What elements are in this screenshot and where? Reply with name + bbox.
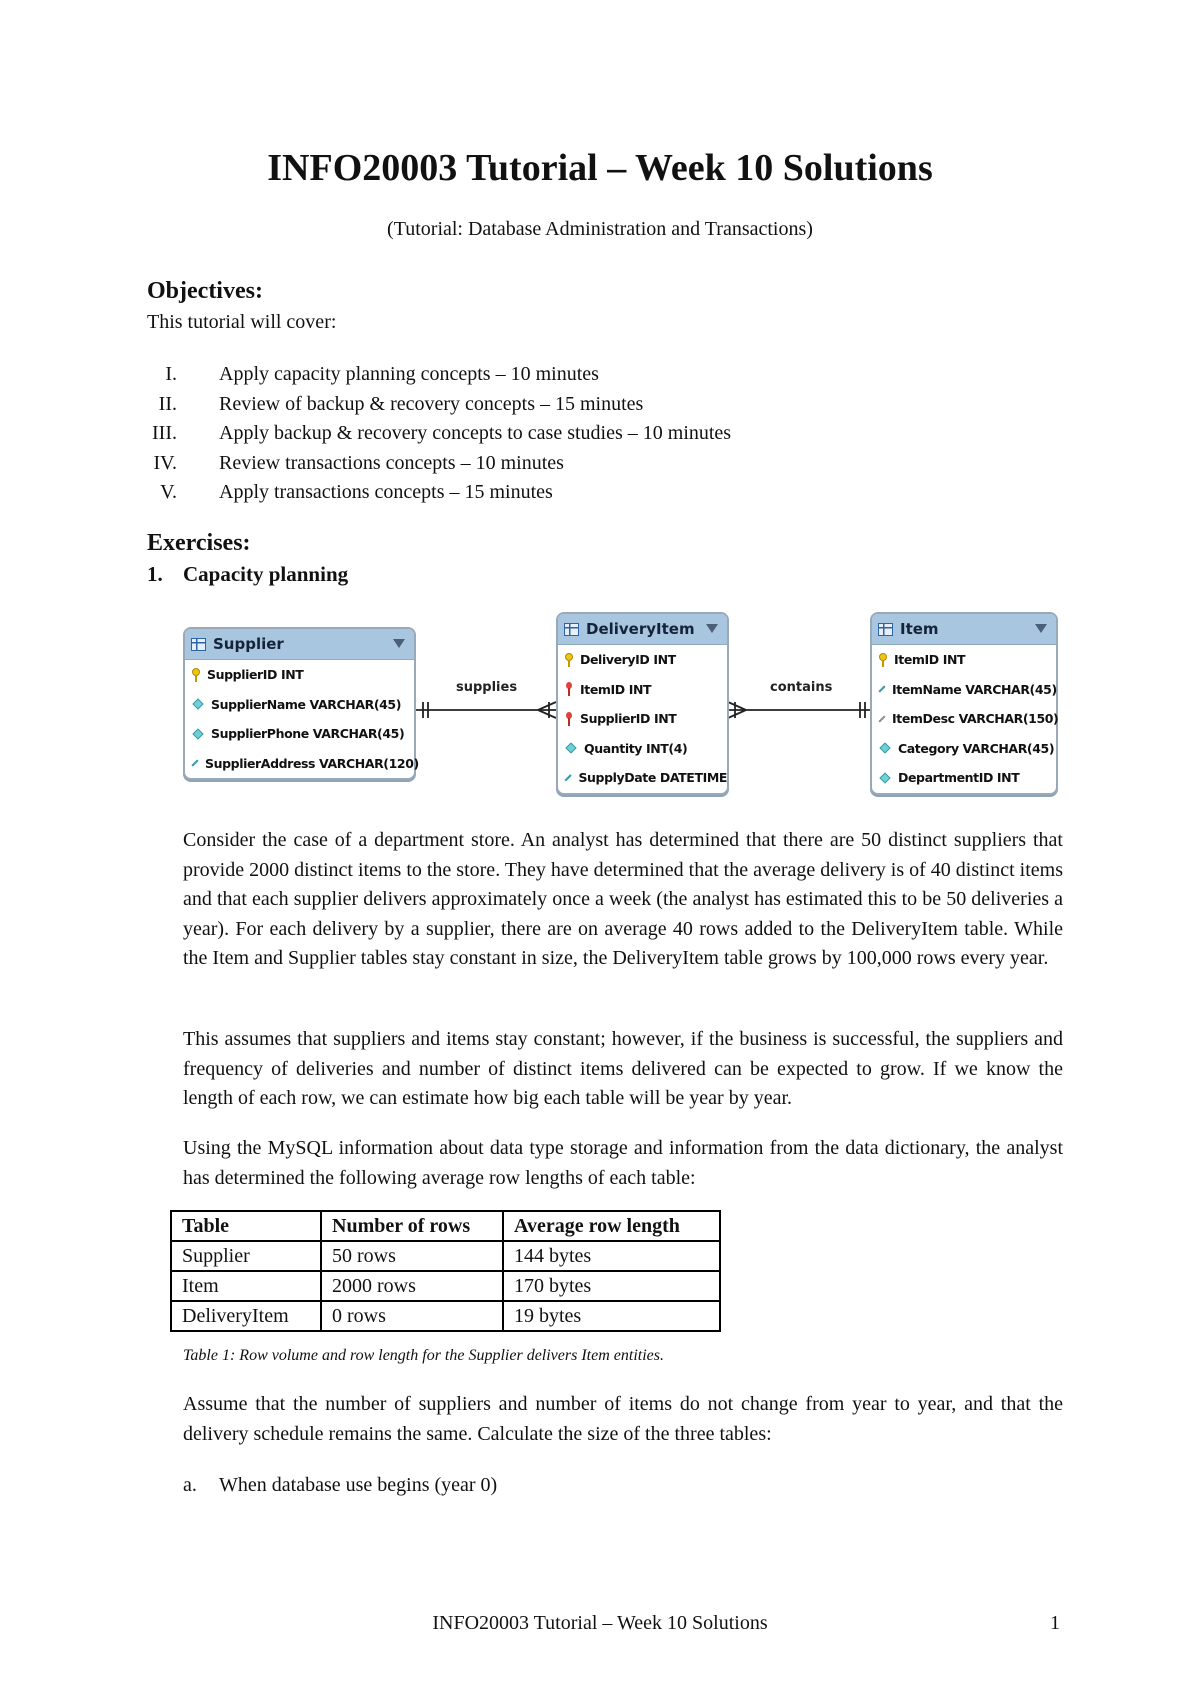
contains-crowfoot bbox=[728, 710, 746, 718]
field-label: DepartmentID INT bbox=[898, 770, 1020, 786]
attribute-icon bbox=[879, 772, 890, 783]
field-label: SupplierPhone VARCHAR(45) bbox=[211, 726, 405, 742]
list-item-text: Apply transactions concepts – 15 minutes bbox=[219, 481, 553, 503]
table-cell: Supplier bbox=[171, 1241, 321, 1271]
list-item-number: IV. bbox=[153, 451, 177, 474]
attribute-icon bbox=[878, 686, 885, 693]
table-header-row bbox=[171, 1211, 720, 1241]
field-label: ItemID INT bbox=[894, 652, 966, 668]
field-label: SupplierID INT bbox=[207, 667, 304, 683]
dropdown-arrow-icon bbox=[706, 624, 718, 633]
entity-name: Supplier bbox=[213, 635, 284, 653]
list-item-number: III. bbox=[152, 422, 177, 444]
dropdown-arrow-icon bbox=[393, 639, 405, 648]
list-item-text: Apply capacity planning concepts – 10 minutes bbox=[219, 363, 599, 385]
relationship-label-supplies: supplies bbox=[456, 680, 518, 695]
supplies-crowfoot bbox=[538, 702, 556, 710]
dropdown-arrow-icon bbox=[1035, 624, 1047, 633]
entity-deliveryitem bbox=[556, 612, 729, 795]
paragraph-assumption: This assumes that suppliers and items stay constant; however, if the business is successful, the suppliers and frequency of deliveries and number of distinct items delivered can be expected to grow. If we know the length of each row, we can estimate how big each table will be year by year. bbox=[183, 1028, 1063, 1109]
table-cell: 19 bytes bbox=[503, 1301, 720, 1331]
list-item-text: Apply backup & recovery concepts to case studies – 10 minutes bbox=[219, 422, 732, 444]
entity-supplier bbox=[183, 627, 419, 780]
entity-field bbox=[558, 645, 727, 675]
entity-field bbox=[872, 704, 1059, 734]
sub-question-a bbox=[183, 1474, 497, 1497]
paragraph-row-lengths: Using the MySQL information about data type storage and information from the data dictionary, the analyst has determined the following average row lengths of each table: bbox=[183, 1137, 1063, 1189]
field-label: ItemName VARCHAR(45) bbox=[892, 681, 1057, 697]
field-label: Category VARCHAR(45) bbox=[898, 740, 1055, 756]
entity-header bbox=[558, 614, 727, 645]
field-label: ItemID INT bbox=[580, 681, 652, 697]
entity-field bbox=[558, 734, 727, 764]
paragraph-scenario: Consider the case of a department store. An analyst has determined that there are 50 distinct suppliers that provide 2000 distinct items to the store. They have determined that the average delivery is of 40 distinct items and that each supplier delivers approximately once a week (the analyst has estimated this to be 50 deliveries a year). For each delivery by a supplier, there are on average 40 rows added to the DeliveryItem table. While the Item and Supplier tables stay constant in size, the DeliveryItem table grows by 100,000 rows every year. bbox=[183, 829, 1063, 969]
foreign-key-icon bbox=[565, 712, 573, 726]
attribute-icon bbox=[565, 774, 572, 781]
entity-item bbox=[870, 612, 1058, 795]
foreign-key-icon bbox=[565, 682, 573, 696]
field-label: SupplierID INT bbox=[580, 711, 677, 727]
primary-key-icon bbox=[565, 653, 573, 667]
table-icon bbox=[878, 623, 893, 636]
table-header-cell: Number of rows bbox=[321, 1211, 503, 1241]
sub-question-number: a. bbox=[183, 1474, 197, 1496]
attribute-icon bbox=[192, 728, 203, 739]
field-label: SupplyDate DATETIME bbox=[578, 770, 727, 786]
table-icon bbox=[191, 638, 206, 651]
table-row bbox=[171, 1301, 720, 1331]
paragraph-calculate: Assume that the number of suppliers and number of items do not change from year to year, and that the delivery schedule remains the same. Calculate the size of the three tables: bbox=[183, 1393, 1063, 1445]
entity-field bbox=[185, 719, 414, 749]
table-cell: Item bbox=[171, 1271, 321, 1301]
list-item-text: Review of backup & recovery concepts – 15 minutes bbox=[219, 392, 644, 415]
table-header-cell: Table bbox=[171, 1211, 321, 1241]
relationship-label-contains: contains bbox=[770, 680, 833, 695]
list-item-number: V. bbox=[160, 481, 177, 503]
page-footer: INFO20003 Tutorial – Week 10 Solutions bbox=[432, 1612, 768, 1634]
table-caption: Table 1: Row volume and row length for the Supplier delivers Item entities. bbox=[183, 1347, 664, 1364]
field-label: SupplierName VARCHAR(45) bbox=[211, 696, 402, 712]
list-item-number: II. bbox=[158, 392, 177, 415]
table-row bbox=[171, 1271, 720, 1301]
entity-field bbox=[872, 763, 1056, 793]
objectives-intro: This tutorial will cover: bbox=[147, 311, 337, 333]
attribute-icon bbox=[879, 743, 890, 754]
exercises-heading: Exercises: bbox=[147, 530, 251, 556]
field-label: SupplierAddress VARCHAR(120) bbox=[205, 755, 419, 771]
table-header-cell: Average row length bbox=[503, 1211, 720, 1241]
table-cell: 2000 rows bbox=[321, 1271, 503, 1301]
page-number: 1 bbox=[1050, 1612, 1060, 1634]
objectives-heading: Objectives: bbox=[147, 278, 263, 304]
section-title: Capacity planning bbox=[183, 562, 349, 586]
list-item-number: I. bbox=[165, 363, 177, 385]
table-cell: 144 bytes bbox=[503, 1241, 720, 1271]
entity-field bbox=[558, 763, 727, 793]
entity-field bbox=[185, 690, 414, 720]
section-number: 1. bbox=[147, 562, 163, 586]
table-cell: 0 rows bbox=[321, 1301, 503, 1331]
entity-field bbox=[872, 645, 1056, 675]
table-icon bbox=[564, 623, 579, 636]
nullable-attribute-icon bbox=[878, 715, 885, 722]
contains-crowfoot bbox=[728, 702, 746, 710]
entity-field bbox=[185, 660, 414, 690]
field-label: DeliveryID INT bbox=[580, 652, 676, 668]
attribute-icon bbox=[191, 760, 198, 767]
entity-field bbox=[558, 704, 727, 734]
list-item-text: Review transactions concepts – 10 minutes bbox=[219, 451, 564, 474]
entity-name: DeliveryItem bbox=[586, 620, 695, 638]
row-length-table bbox=[170, 1210, 721, 1332]
field-label: Quantity INT(4) bbox=[584, 740, 688, 756]
field-label: ItemDesc VARCHAR(150) bbox=[892, 711, 1059, 727]
primary-key-icon bbox=[879, 653, 887, 667]
sub-question-text: When database use begins (year 0) bbox=[219, 1474, 498, 1496]
table-cell: 50 rows bbox=[321, 1241, 503, 1271]
entity-field bbox=[558, 675, 727, 705]
entity-field bbox=[185, 749, 419, 779]
page-subtitle: (Tutorial: Database Administration and Transactions) bbox=[387, 218, 813, 240]
entity-header bbox=[872, 614, 1056, 645]
entity-header bbox=[185, 629, 414, 660]
entity-field bbox=[872, 675, 1056, 705]
supplies-crowfoot bbox=[538, 710, 556, 718]
page-title: INFO20003 Tutorial – Week 10 Solutions bbox=[267, 147, 933, 189]
table-cell: DeliveryItem bbox=[171, 1301, 321, 1331]
attribute-icon bbox=[192, 699, 203, 710]
primary-key-icon bbox=[192, 668, 200, 682]
entity-field bbox=[872, 734, 1056, 764]
attribute-icon bbox=[565, 743, 576, 754]
table-row bbox=[171, 1241, 720, 1271]
table-cell: 170 bytes bbox=[503, 1271, 720, 1301]
entity-name: Item bbox=[900, 620, 939, 638]
